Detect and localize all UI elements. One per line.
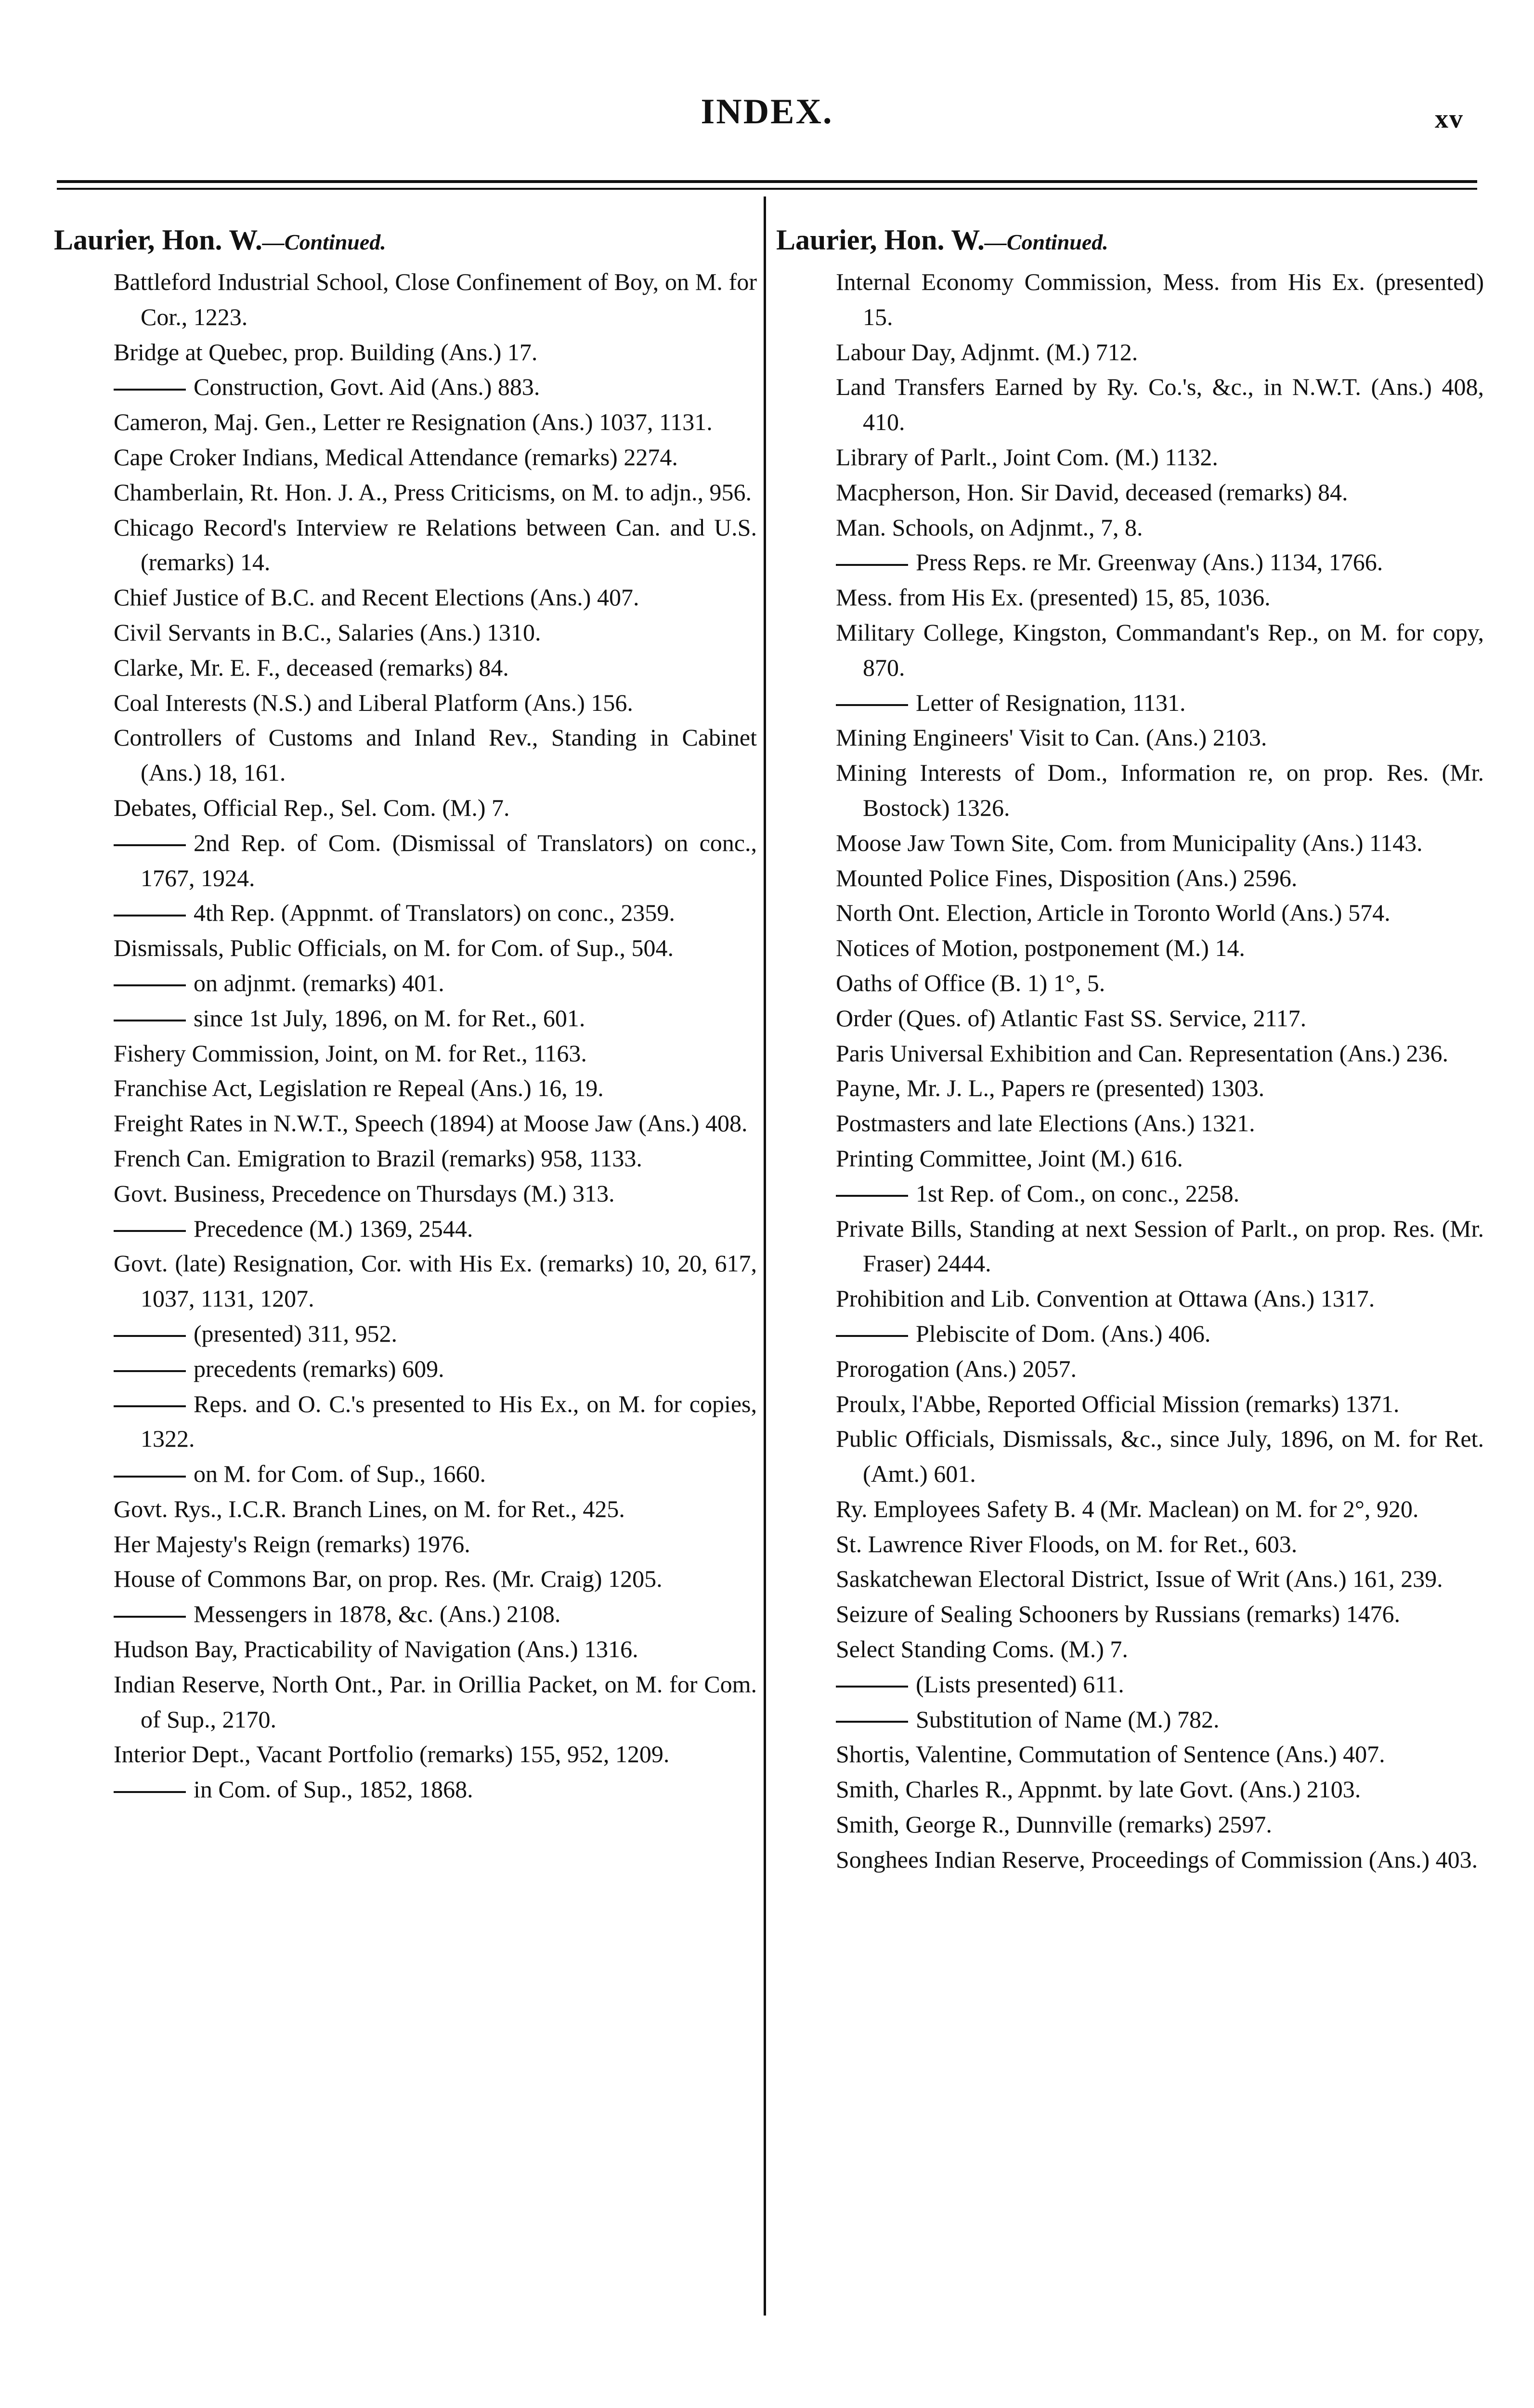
ditto-dash bbox=[114, 984, 186, 986]
index-subentry bbox=[54, 825, 757, 896]
entry-text: House of Commons Bar, on prop. Res. (Mr. Craig) 1205. bbox=[114, 1565, 663, 1593]
index-entry bbox=[776, 475, 1484, 510]
entry-text: Indian Reserve, North Ont., Par. in Orillia Packet, on M. for Com. of Sup., 2170. bbox=[114, 1670, 757, 1733]
index-entry bbox=[776, 615, 1484, 685]
index-entry bbox=[776, 1842, 1484, 1877]
entry-text: Freight Rates in N.W.T., Speech (1894) at Moose Jaw (Ans.) 408. bbox=[114, 1110, 748, 1137]
index-entry bbox=[776, 861, 1484, 896]
entry-text: Library of Parlt., Joint Com. (M.) 1132. bbox=[836, 443, 1218, 471]
entry-text: precedents (remarks) 609. bbox=[194, 1355, 444, 1382]
index-subentry bbox=[54, 1211, 757, 1246]
header-rule bbox=[57, 180, 1477, 183]
index-entry bbox=[54, 650, 757, 685]
entry-text: Select Standing Coms. (M.) 7. bbox=[836, 1636, 1128, 1663]
index-entry bbox=[54, 1106, 757, 1141]
entry-text: Hudson Bay, Practicability of Navigation (Ans.) 1316. bbox=[114, 1636, 638, 1663]
entry-text: Internal Economy Commission, Mess. from His Ex. (presented) 15. bbox=[836, 268, 1484, 330]
entry-text: Chief Justice of B.C. and Recent Elections (Ans.) 407. bbox=[114, 584, 639, 611]
ditto-dash bbox=[114, 915, 186, 916]
index-entry bbox=[54, 1737, 757, 1772]
entry-text: Seizure of Sealing Schooners by Russians (remarks) 1476. bbox=[836, 1600, 1400, 1628]
ditto-dash bbox=[836, 1721, 908, 1723]
entry-text: Cape Croker Indians, Medical Attendance (remarks) 2274. bbox=[114, 443, 678, 471]
ditto-dash bbox=[836, 1195, 908, 1197]
index-entry bbox=[776, 966, 1484, 1001]
index-entry bbox=[54, 1176, 757, 1211]
column-divider bbox=[764, 196, 766, 2316]
entry-text: Cameron, Maj. Gen., Letter re Resignation (Ans.) 1037, 1131. bbox=[114, 408, 713, 436]
entry-text: 4th Rep. (Appnmt. of Translators) on conc., 2359. bbox=[194, 899, 675, 927]
index-subentry bbox=[54, 369, 757, 405]
index-entry bbox=[776, 1211, 1484, 1282]
entry-text: Songhees Indian Reserve, Proceedings of Commission (Ans.) 403. bbox=[836, 1845, 1478, 1873]
entry-text: Smith, George R., Dunnville (remarks) 2597. bbox=[836, 1811, 1272, 1838]
entry-text: Ry. Employees Safety B. 4 (Mr. Maclean) on M. for 2°, 920. bbox=[836, 1495, 1419, 1522]
index-subentry bbox=[776, 545, 1484, 580]
entry-text: Land Transfers Earned by Ry. Co.'s, &c., in N.W.T. (Ans.) 408, 410. bbox=[836, 373, 1484, 436]
entry-text: Reps. and O. C.'s presented to His Ex., on M. for copies, 1322. bbox=[141, 1390, 757, 1453]
entry-text: Civil Servants in B.C., Salaries (Ans.) 1310. bbox=[114, 618, 541, 646]
index-subentry bbox=[54, 1001, 757, 1036]
entry-text: Govt. (late) Resignation, Cor. with His Ex. (remarks) 10, 20, 617, 1037, 1131, 1207. bbox=[114, 1250, 757, 1312]
entry-text: Public Officials, Dismissals, &c., since July, 1896, on M. for Ret. (Amt.) 601. bbox=[836, 1425, 1484, 1488]
ditto-dash bbox=[836, 1686, 908, 1688]
index-subentry bbox=[54, 1597, 757, 1632]
entry-text: Shortis, Valentine, Commutation of Sentence (Ans.) 407. bbox=[836, 1741, 1385, 1768]
entry-text: (Lists presented) 611. bbox=[916, 1670, 1124, 1698]
index-entry bbox=[776, 1527, 1484, 1562]
entry-text: Dismissals, Public Officials, on M. for Com. of Sup., 504. bbox=[114, 934, 674, 962]
index-entry bbox=[54, 1492, 757, 1527]
heading-continued: —Continued. bbox=[262, 230, 386, 254]
index-subentry bbox=[776, 1316, 1484, 1351]
index-subentry bbox=[776, 685, 1484, 720]
entry-text: Mounted Police Fines, Disposition (Ans.) 2596. bbox=[836, 864, 1298, 891]
entry-text: Labour Day, Adjnmt. (M.) 712. bbox=[836, 338, 1138, 366]
entry-text: on adjnmt. (remarks) 401. bbox=[194, 969, 444, 996]
index-entry bbox=[54, 1667, 757, 1737]
index-entry bbox=[776, 1036, 1484, 1071]
entry-text: Her Majesty's Reign (remarks) 1976. bbox=[114, 1530, 470, 1557]
index-entry bbox=[54, 1141, 757, 1176]
entry-text: Fishery Commission, Joint, on M. for Ret., 1163. bbox=[114, 1039, 587, 1067]
right-column bbox=[776, 222, 1484, 1877]
entry-text: Govt. Rys., I.C.R. Branch Lines, on M. for Ret., 425. bbox=[114, 1495, 625, 1522]
index-subentry bbox=[54, 895, 757, 930]
index-entry bbox=[776, 895, 1484, 930]
entry-text: Oaths of Office (B. 1) 1°, 5. bbox=[836, 969, 1105, 996]
entry-text: Postmasters and late Elections (Ans.) 1321. bbox=[836, 1110, 1255, 1137]
page-title: INDEX. bbox=[701, 92, 833, 131]
index-subentry bbox=[54, 966, 757, 1001]
entry-text: Bridge at Quebec, prop. Building (Ans.) 17. bbox=[114, 338, 538, 366]
index-entry bbox=[776, 1387, 1484, 1422]
index-entry bbox=[776, 1632, 1484, 1667]
index-entry bbox=[776, 1351, 1484, 1387]
entry-text: Govt. Business, Precedence on Thursdays (M.) 313. bbox=[114, 1179, 615, 1207]
index-subentry bbox=[54, 1456, 757, 1492]
index-subentry bbox=[776, 1667, 1484, 1702]
entry-text: Payne, Mr. J. L., Papers re (presented) 1303. bbox=[836, 1074, 1265, 1102]
entry-text: 1st Rep. of Com., on conc., 2258. bbox=[916, 1179, 1240, 1207]
entry-text: Smith, Charles R., Appnmt. by late Govt. (Ans.) 2103. bbox=[836, 1776, 1361, 1803]
left-column bbox=[54, 222, 757, 1807]
index-subentry bbox=[54, 1316, 757, 1351]
entry-text: Substitution of Name (M.) 782. bbox=[916, 1705, 1220, 1733]
index-entry bbox=[54, 790, 757, 825]
index-entry bbox=[776, 580, 1484, 615]
entry-text: Prohibition and Lib. Convention at Ottawa (Ans.) 1317. bbox=[836, 1285, 1375, 1312]
index-entry bbox=[776, 1421, 1484, 1492]
entry-text: Military College, Kingston, Commandant's Rep., on M. for copy, 870. bbox=[836, 618, 1484, 681]
index-entry bbox=[54, 1561, 757, 1597]
left-entries bbox=[54, 264, 757, 1807]
entry-text: Clarke, Mr. E. F., deceased (remarks) 84. bbox=[114, 654, 509, 681]
ditto-dash bbox=[114, 1405, 186, 1407]
index-entry bbox=[776, 1281, 1484, 1316]
ditto-dash bbox=[836, 704, 908, 706]
index-entry bbox=[54, 1036, 757, 1071]
entry-text: in Com. of Sup., 1852, 1868. bbox=[194, 1776, 473, 1803]
ditto-dash bbox=[114, 1791, 186, 1793]
index-entry bbox=[776, 1597, 1484, 1632]
entry-text: Prorogation (Ans.) 2057. bbox=[836, 1355, 1077, 1382]
entry-text: Proulx, l'Abbe, Reported Official Mission (remarks) 1371. bbox=[836, 1390, 1400, 1417]
index-entry bbox=[776, 825, 1484, 861]
index-entry bbox=[776, 720, 1484, 755]
index-entry bbox=[54, 405, 757, 440]
entry-text: Chamberlain, Rt. Hon. J. A., Press Criticisms, on M. to adjn., 956. bbox=[114, 478, 752, 506]
index-entry bbox=[776, 1071, 1484, 1106]
entry-text: Controllers of Customs and Inland Rev., Standing in Cabinet (Ans.) 18, 161. bbox=[114, 724, 757, 786]
entry-text: St. Lawrence River Floods, on M. for Ret., 603. bbox=[836, 1530, 1298, 1557]
entry-text: Franchise Act, Legislation re Repeal (Ans.) 16, 19. bbox=[114, 1074, 604, 1102]
header-rule bbox=[57, 188, 1477, 190]
entry-text: on M. for Com. of Sup., 1660. bbox=[194, 1460, 486, 1488]
index-entry bbox=[54, 475, 757, 510]
index-entry bbox=[54, 1071, 757, 1106]
index-entry bbox=[54, 580, 757, 615]
entry-text: Press Reps. re Mr. Greenway (Ans.) 1134, 1766. bbox=[916, 549, 1383, 576]
ditto-dash bbox=[836, 1335, 908, 1337]
index-entry bbox=[776, 1561, 1484, 1597]
entry-text: Man. Schools, on Adjnmt., 7, 8. bbox=[836, 513, 1143, 541]
ditto-dash bbox=[114, 389, 186, 391]
heading-name: Laurier, Hon. W. bbox=[54, 224, 262, 256]
ditto-dash bbox=[836, 564, 908, 566]
entry-text: Coal Interests (N.S.) and Liberal Platform (Ans.) 156. bbox=[114, 689, 633, 716]
index-entry bbox=[54, 720, 757, 790]
index-subentry bbox=[776, 1176, 1484, 1211]
right-column-heading bbox=[776, 222, 1484, 260]
index-subentry bbox=[776, 1702, 1484, 1737]
entry-text: Mining Interests of Dom., Information re, on prop. Res. (Mr. Bostock) 1326. bbox=[836, 759, 1484, 821]
index-entry bbox=[54, 510, 757, 580]
entry-text: Moose Jaw Town Site, Com. from Municipality (Ans.) 1143. bbox=[836, 829, 1423, 856]
entry-text: Order (Ques. of) Atlantic Fast SS. Service, 2117. bbox=[836, 1004, 1307, 1032]
entry-text: Paris Universal Exhibition and Can. Representation (Ans.) 236. bbox=[836, 1039, 1448, 1067]
ditto-dash bbox=[114, 1335, 186, 1337]
index-entry bbox=[54, 615, 757, 650]
index-entry bbox=[776, 440, 1484, 475]
entry-text: Precedence (M.) 1369, 2544. bbox=[194, 1215, 473, 1242]
entry-text: 2nd Rep. of Com. (Dismissal of Translators) on conc., 1767, 1924. bbox=[141, 829, 757, 891]
entry-text: North Ont. Election, Article in Toronto World (Ans.) 574. bbox=[836, 899, 1391, 927]
index-entry bbox=[776, 755, 1484, 825]
ditto-dash bbox=[114, 1370, 186, 1372]
index-subentry bbox=[54, 1351, 757, 1387]
entry-text: Chicago Record's Interview re Relations between Can. and U.S. (remarks) 14. bbox=[114, 513, 757, 576]
index-entry bbox=[54, 1527, 757, 1562]
entry-text: Construction, Govt. Aid (Ans.) 883. bbox=[194, 373, 540, 401]
page-number: xv bbox=[1435, 104, 1464, 134]
entry-text: French Can. Emigration to Brazil (remarks) 958, 1133. bbox=[114, 1144, 642, 1172]
entry-text: Letter of Resignation, 1131. bbox=[916, 689, 1186, 716]
index-entry bbox=[776, 1141, 1484, 1176]
entry-text: Notices of Motion, postponement (M.) 14. bbox=[836, 934, 1245, 962]
heading-continued: —Continued. bbox=[984, 230, 1108, 254]
index-subentry bbox=[54, 1387, 757, 1457]
index-entry bbox=[776, 264, 1484, 335]
index-entry bbox=[54, 264, 757, 335]
entry-text: (presented) 311, 952. bbox=[194, 1320, 398, 1347]
entry-text: Mess. from His Ex. (presented) 15, 85, 1036. bbox=[836, 584, 1271, 611]
entry-text: Mining Engineers' Visit to Can. (Ans.) 2103. bbox=[836, 724, 1267, 751]
entry-text: Printing Committee, Joint (M.) 616. bbox=[836, 1144, 1183, 1172]
entry-text: Battleford Industrial School, Close Confinement of Boy, on M. for Cor., 1223. bbox=[114, 268, 757, 330]
entry-text: Plebiscite of Dom. (Ans.) 406. bbox=[916, 1320, 1211, 1347]
index-entry bbox=[776, 335, 1484, 370]
entry-text: Macpherson, Hon. Sir David, deceased (remarks) 84. bbox=[836, 478, 1348, 506]
ditto-dash bbox=[114, 1616, 186, 1618]
index-entry bbox=[776, 510, 1484, 545]
entry-text: Saskatchewan Electoral District, Issue of Writ (Ans.) 161, 239. bbox=[836, 1565, 1443, 1593]
index-entry bbox=[54, 1632, 757, 1667]
ditto-dash bbox=[114, 1476, 186, 1478]
left-column-heading bbox=[54, 222, 757, 260]
entry-text: since 1st July, 1896, on M. for Ret., 601. bbox=[194, 1004, 585, 1032]
index-entry bbox=[54, 685, 757, 720]
heading-name: Laurier, Hon. W. bbox=[776, 224, 985, 256]
ditto-dash bbox=[114, 1230, 186, 1232]
entry-text: Messengers in 1878, &c. (Ans.) 2108. bbox=[194, 1600, 561, 1628]
index-entry bbox=[776, 1772, 1484, 1807]
right-entries bbox=[776, 264, 1484, 1877]
index-entry bbox=[776, 1106, 1484, 1141]
index-entry bbox=[776, 1001, 1484, 1036]
ditto-dash bbox=[114, 1020, 186, 1021]
index-entry bbox=[54, 930, 757, 966]
entry-text: Private Bills, Standing at next Session of Parlt., on prop. Res. (Mr. Fraser) 2444. bbox=[836, 1215, 1484, 1277]
index-entry bbox=[776, 930, 1484, 966]
index-entry bbox=[776, 369, 1484, 440]
entry-text: Debates, Official Rep., Sel. Com. (M.) 7. bbox=[114, 794, 510, 821]
index-entry bbox=[54, 440, 757, 475]
index-entry bbox=[776, 1492, 1484, 1527]
index-entry bbox=[54, 335, 757, 370]
index-subentry bbox=[54, 1772, 757, 1807]
ditto-dash bbox=[114, 844, 186, 846]
index-entry bbox=[776, 1807, 1484, 1842]
index-entry bbox=[776, 1737, 1484, 1772]
index-entry bbox=[54, 1246, 757, 1316]
entry-text: Interior Dept., Vacant Portfolio (remarks) 155, 952, 1209. bbox=[114, 1741, 670, 1768]
